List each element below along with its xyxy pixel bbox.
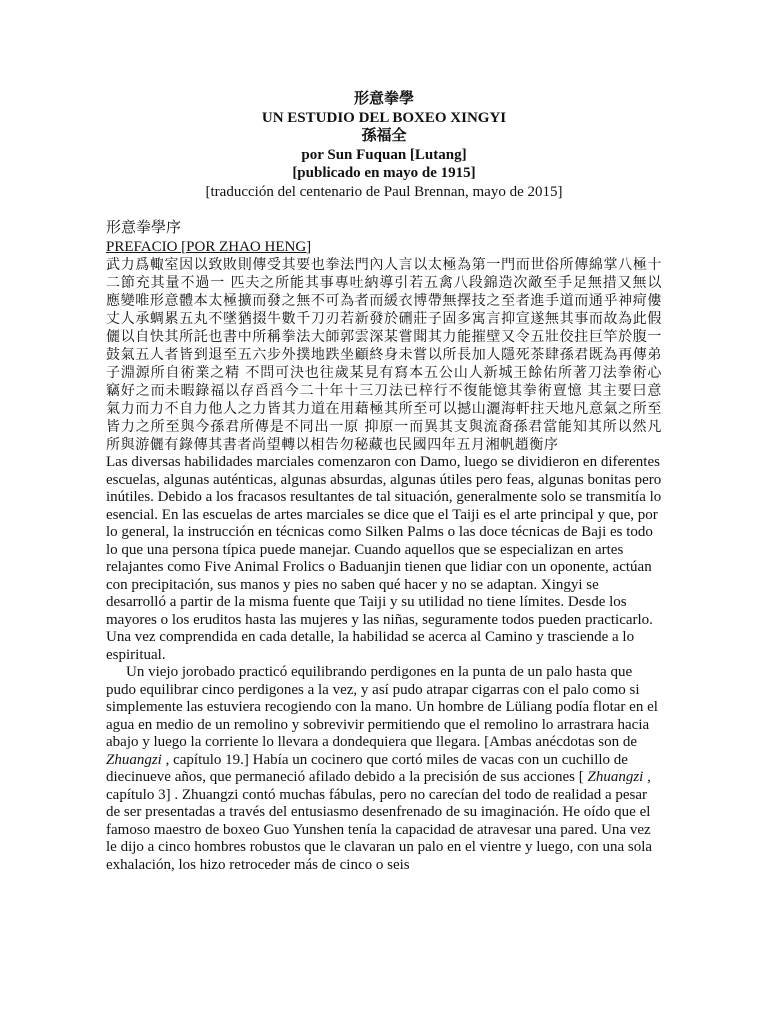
zhuangzi-citation-1: Zhuangzi [106, 751, 162, 768]
author-chinese-name: 孫福全 [361, 128, 407, 144]
preface-chinese-heading: 形意拳學序 [106, 220, 182, 236]
preface-chinese-text: 武力爲輙室因以致敗則傳受其要也拳法門內人言以太極為第一門而世俗所傳綿掌八極十二節充其量不過一 匹夫之所能其事專吐納導引若五禽八段錦造次敵至手足無措又無以應變唯形意體本太極擴而發之無不可為者而緩衣博帶無擇技之至者進手道而通乎神疴僂丈人承蜩累五丸不墜猶掇牛數千刀刃若新發於硎莊子固多寓言抑宣遂無其事而故為此假儷以自快其所託也書中所稱拳法大師郭雲深某嘗聞其力能摧壁又令五壯佼拄巨竿於腹一鼓氣五人者皆到退至五六步外撲地跌坐顧終身未嘗以所長加人隱死茶肆孫君既為再傳弟子淵源所自術業之精 不問可決也往歲某見有寫本五公山人新城王餘佑所著刀法拳術心竊好之而未暇錄福以存舀舀今二十年十三刀法已梓行不復能憶其拳術亶憶 其主要曰意氣力而力不自力他人之力皆其力道在用藉極其所至可以撼山灑海軒拄天地凡意氣之所至皆力之所至與今孫君所傳是不同出一原 抑原一而異其支與流裔孫君當能知其所以然凡所與游儷有錄傳其書者尚望轉以相告勿秘藏也民國四年五月湘帆趙衡序 [106, 257, 662, 453]
body-paragraph-1: Las diversas habilidades marciales comenzaron con Damo, luego se dividieron en diferentes escuelas, algunas auténticas, algunas absurdas, algunas útiles pero feas, algunas bonitas pero inútiles. Debido a los fracasos resultantes de tal situación, generalmente solo se transmitía lo esencial. En las escuelas de artes marciales se dice que el Taiji es el arte principal y que, por lo general, la instrucción en técnicas como Silken Palms o las doce técnicas de Baji es todo lo que una persona típica puede manejar. Cuando aquellos que se especializan en artes relajantes como Five Animal Frolics o Baduanjin tienen que lidiar con un oponente, actúan con precipitación, sus manos y pies no saben qué hacer y no se adaptan. Xingyi se desarrolló a partir de la misma fuente que Taiji y su utilidad no tiene límites. Desde los mayores o los eruditos hasta las mujeres y las niñas, seguramente todos pueden practicarlo. Una vez comprendida en cada detalle, la habilidad se acerca al Camino y trasciende a lo espiritual. [106, 454, 662, 663]
paragraph-2-text-a: Un viejo jorobado practicó equilibrando perdigones en la punta de un palo hasta que pudo equilibrar cinco perdigones a la vez, y así pudo atrapar cigarras con el palo como si simplemente las estuviera recogiendo con la mano. Un hombre de Lüliang podía flotar en el agua en medio de un remolino y sobrevivir permitiendo que el remolino lo arrastrara hacia abajo y luego la corriente lo llevara a dondequiera que llegara. [Ambas anécdotas son de [106, 664, 658, 750]
preface-heading: PREFACIO [POR ZHAO HENG] [106, 238, 312, 255]
paragraph-2-text-c: , capítulo 3] . Zhuangzi contó muchas fábulas, pero no carecían del todo de realidad a pesar de ser presentadas a través del entusiasmo desenfrenado de su imaginación. He oído que el famoso maestro de boxeo Guo Yunshen tenía la capacidad de atravesar una pared. Una vez le dijo a cinco hombres robustos que le clavaran un palo en el vientre y luego, con una sola exhalación, los hizo retroceder más de cinco o seis [106, 769, 653, 873]
title-block [106, 90, 662, 201]
paragraph-2-text-b: , capítulo 19.] Había un cocinero que cortó miles de vacas con un cuchillo de diecinueve años, que permaneció afilado debido a la precisión de sus acciones [ [106, 751, 628, 785]
document-title: UN ESTUDIO DEL BOXEO XINGYI [261, 109, 507, 126]
publication-date: [publicado en mayo de 1915] [292, 165, 476, 181]
zhuangzi-citation-2: Zhuangzi [587, 769, 644, 785]
chinese-title: 形意拳學 [353, 91, 414, 107]
body-paragraph-2 [106, 664, 662, 874]
author-line: por Sun Fuquan [Lutang] [301, 146, 467, 163]
translation-note: [traducción del centenario de Paul Brennan, mayo de 2015] [205, 183, 563, 200]
